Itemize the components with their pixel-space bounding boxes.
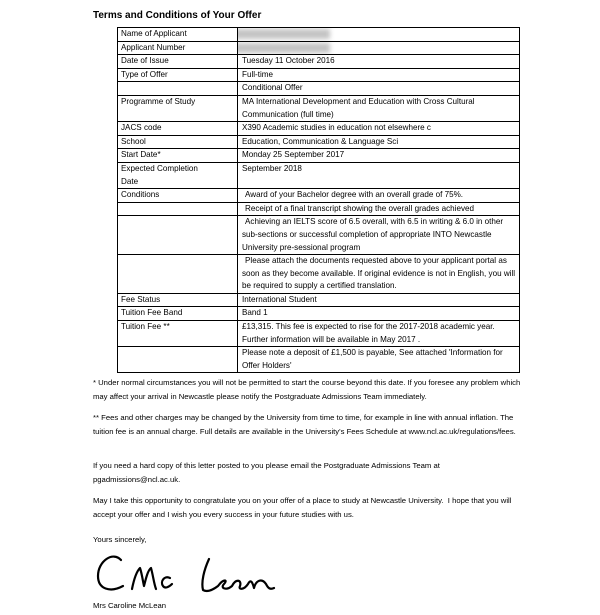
value-line: Further information will be available in May 2017 . bbox=[242, 334, 421, 344]
row-label bbox=[118, 255, 238, 294]
row-value bbox=[238, 135, 520, 149]
label-line: Applicant Number bbox=[121, 42, 186, 52]
row-offer-condition-type bbox=[118, 82, 520, 96]
label-line: Conditions bbox=[121, 190, 160, 200]
signature-stroke bbox=[162, 577, 172, 587]
row-value bbox=[238, 216, 520, 255]
row-label bbox=[118, 162, 238, 188]
row-condition-transcript bbox=[118, 202, 520, 216]
value-line: Tuesday 11 October 2016 bbox=[242, 56, 335, 66]
paragraph-line: ** Fees and other charges may be changed by the University from time to time, for example in line with annual inflation. The bbox=[93, 413, 514, 422]
row-applicant-number bbox=[118, 41, 520, 55]
label-line: Name of Applicant bbox=[121, 29, 187, 38]
row-value bbox=[238, 293, 520, 307]
row-value bbox=[238, 82, 520, 96]
paragraph-line: tuition fee is an annual charge. Full details are available in the University's Fees Schedule at www.ncl.ac.uk/regulations/fees. bbox=[93, 427, 516, 436]
paragraph-line: may affect your arrival in Newcastle please notify the Postgraduate Admissions Team immediately. bbox=[93, 392, 427, 401]
redacted-value bbox=[238, 29, 331, 39]
signature-stroke bbox=[202, 559, 274, 591]
value-line: £13,315. This fee is expected to rise for the 2017-2018 academic year. bbox=[242, 322, 495, 332]
value-line: Education, Communication & Language Sci bbox=[242, 136, 399, 146]
value-line: Offer Holders' bbox=[242, 360, 292, 370]
row-value bbox=[238, 162, 520, 188]
row-label bbox=[118, 347, 238, 373]
value-line: Please note a deposit of £1,500 is payable, See attached 'Information for bbox=[242, 348, 503, 358]
value-line: Monday 25 September 2017 bbox=[242, 150, 345, 160]
row-fee-status bbox=[118, 293, 520, 307]
paragraph-line: May I take this opportunity to congratulate you on your offer of a place to study at Newcastle University. I hope that you will bbox=[93, 496, 512, 505]
row-value bbox=[238, 95, 520, 121]
row-tuition-fee bbox=[118, 321, 520, 347]
closing-salutation bbox=[93, 533, 146, 547]
row-label bbox=[118, 135, 238, 149]
value-line: University pre-sessional program bbox=[242, 242, 361, 252]
hard-copy-paragraph bbox=[93, 459, 440, 487]
label-line: Tuition Fee ** bbox=[121, 322, 170, 332]
label-line: Type of Offer bbox=[121, 69, 168, 79]
row-label bbox=[118, 28, 238, 42]
row-type-of-offer bbox=[118, 68, 520, 82]
value-line: Achieving an IELTS score of 6.5 overall, with 6.5 in writing & 6.0 in other bbox=[245, 217, 504, 227]
row-label bbox=[118, 122, 238, 136]
value-line: MA International Development and Education with Cross Cultural bbox=[242, 96, 475, 106]
label-line: Tuition Fee Band bbox=[121, 308, 183, 318]
value-line: International Student bbox=[242, 294, 317, 304]
row-label bbox=[118, 68, 238, 82]
row-label bbox=[118, 149, 238, 163]
value-line: X390 Academic studies in education not elsewhere c bbox=[242, 123, 431, 133]
row-programme-of-study bbox=[118, 95, 520, 121]
row-conditions bbox=[118, 189, 520, 203]
row-label bbox=[118, 202, 238, 216]
value-line: Communication (full time) bbox=[242, 109, 334, 119]
row-label bbox=[118, 82, 238, 96]
row-jacs-code bbox=[118, 122, 520, 136]
row-value bbox=[238, 255, 520, 294]
document-title: Terms and Conditions of Your Offer bbox=[93, 10, 262, 21]
row-label bbox=[118, 189, 238, 203]
value-line: Band 1 bbox=[242, 308, 268, 318]
row-label bbox=[118, 321, 238, 347]
value-line: Receipt of a final transcript showing the overall grades achieved bbox=[245, 203, 475, 213]
start-date-footnote bbox=[93, 376, 520, 404]
row-label bbox=[118, 95, 238, 121]
row-value bbox=[238, 122, 520, 136]
row-value bbox=[238, 28, 520, 42]
paragraph-line: accept your offer and I wish you every success in your future studies with us. bbox=[93, 510, 354, 519]
paragraph-line: Mrs Caroline McLean bbox=[93, 601, 167, 610]
label-line: Date of Issue bbox=[121, 56, 169, 66]
label-line: Expected Completion bbox=[121, 163, 198, 173]
row-expected-completion-date bbox=[118, 162, 520, 188]
fees-footnote bbox=[93, 411, 516, 439]
label-line: JACS code bbox=[121, 123, 162, 133]
value-line: soon as they become available. If original evidence is not in English, you will bbox=[242, 268, 516, 278]
label-line: Programme of Study bbox=[121, 96, 196, 106]
value-line: Award of your Bachelor degree with an overall grade of 75%. bbox=[245, 190, 464, 200]
label-line: Fee Status bbox=[121, 294, 161, 304]
congratulations-paragraph bbox=[93, 494, 511, 522]
row-start-date bbox=[118, 149, 520, 163]
signature-stroke bbox=[132, 568, 156, 589]
value-line: September 2018 bbox=[242, 163, 302, 173]
row-name-of-applicant bbox=[118, 28, 520, 42]
signatory-name bbox=[93, 600, 166, 612]
row-value bbox=[238, 149, 520, 163]
paragraph-line: pgadmissions@ncl.ac.uk. bbox=[93, 475, 181, 484]
row-tuition-fee-band bbox=[118, 307, 520, 321]
row-date-of-issue bbox=[118, 55, 520, 69]
row-value bbox=[238, 55, 520, 69]
paragraph-line: * Under normal circumstances you will not be permitted to start the course beyond this date. If you foresee any problem which bbox=[93, 378, 521, 387]
row-label bbox=[118, 41, 238, 55]
row-value bbox=[238, 189, 520, 203]
row-deposit-note bbox=[118, 347, 520, 373]
signature bbox=[90, 548, 280, 600]
value-line: Full-time bbox=[242, 69, 274, 79]
row-value bbox=[238, 202, 520, 216]
row-condition-documents bbox=[118, 255, 520, 294]
row-label bbox=[118, 293, 238, 307]
label-line: Date bbox=[121, 176, 139, 186]
row-label bbox=[118, 307, 238, 321]
row-value bbox=[238, 347, 520, 373]
signature-stroke bbox=[98, 557, 123, 590]
value-line: Please attach the documents requested above to your applicant portal as bbox=[245, 256, 507, 266]
row-label bbox=[118, 216, 238, 255]
value-line: sub-sections or successful completion of appropriate INTO Newcastle bbox=[242, 229, 492, 239]
row-value bbox=[238, 307, 520, 321]
row-value bbox=[238, 41, 520, 55]
row-value bbox=[238, 68, 520, 82]
value-line: be required to supply a certified translation. bbox=[242, 281, 397, 291]
paragraph-line: If you need a hard copy of this letter posted to you please email the Postgraduate Admissions Team at bbox=[93, 461, 440, 470]
paragraph-line: Yours sincerely, bbox=[93, 535, 147, 544]
row-value bbox=[238, 321, 520, 347]
offer-terms-table bbox=[117, 27, 520, 373]
redacted-value bbox=[238, 43, 331, 53]
label-line: School bbox=[121, 136, 146, 146]
value-line: Conditional Offer bbox=[242, 83, 303, 93]
label-line: Start Date* bbox=[121, 150, 161, 160]
row-label bbox=[118, 55, 238, 69]
row-condition-ielts bbox=[118, 216, 520, 255]
row-school bbox=[118, 135, 520, 149]
